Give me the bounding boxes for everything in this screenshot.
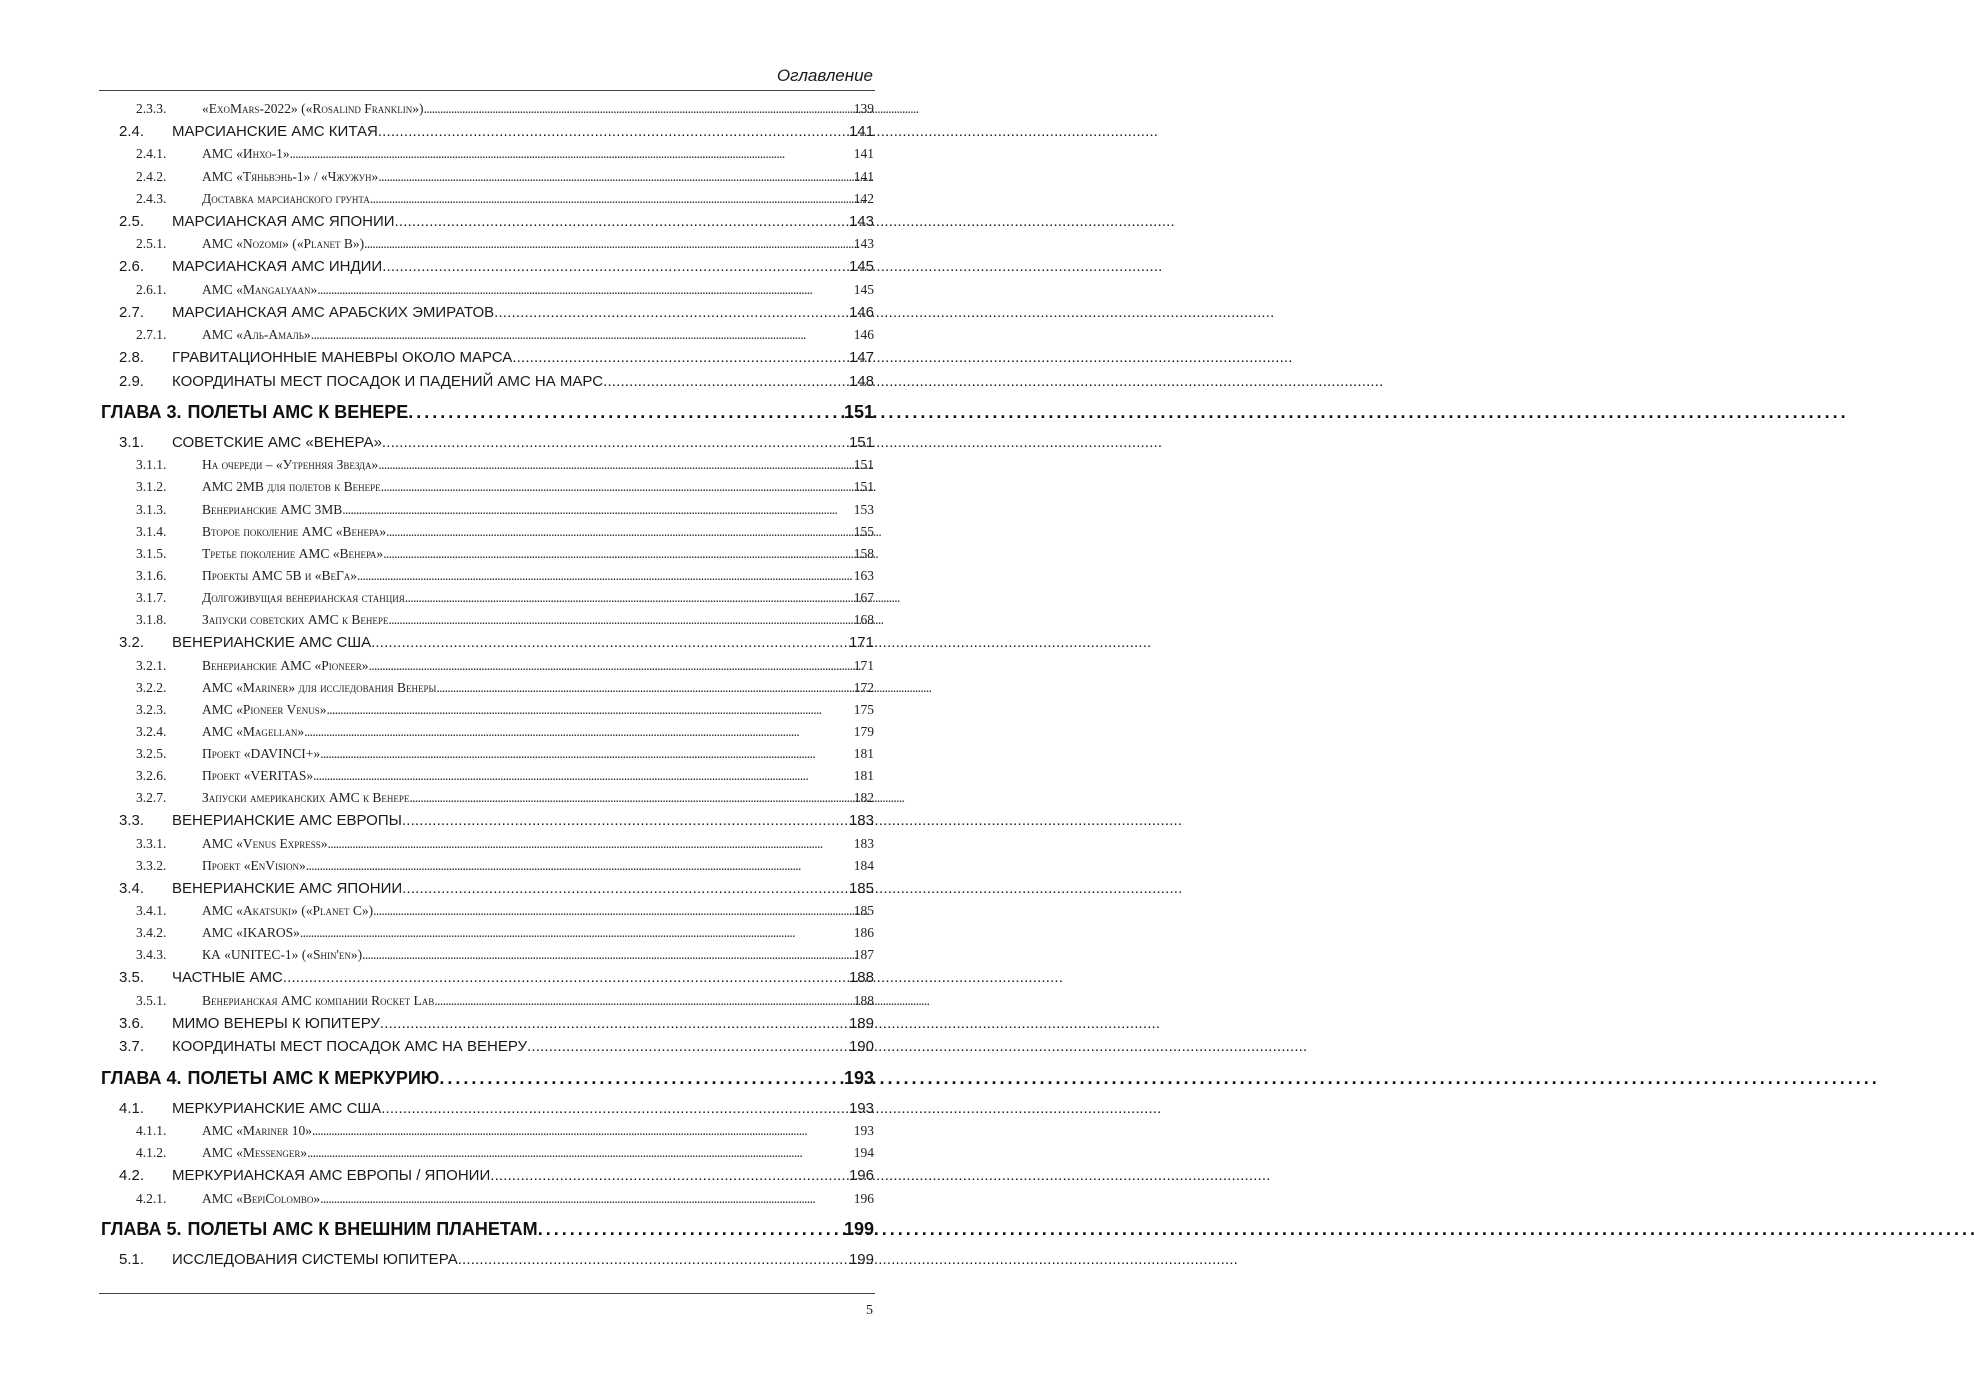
toc-entry-title: АМС «Venus Express»	[202, 835, 328, 851]
toc-dot-leader	[424, 98, 853, 120]
toc-entry-title: ГРАВИТАЦИОННЫЕ МАНЕВРЫ ОКОЛО МАРСА	[172, 349, 513, 367]
toc-entry-number: 3.2.	[119, 634, 145, 652]
toc-section[interactable]	[101, 255, 874, 278]
document-page	[0, 0, 975, 1388]
toc-subsection[interactable]	[101, 990, 874, 1012]
toc-subsection[interactable]	[101, 565, 874, 587]
toc-entry-title: ВЕНЕРИАНСКИЕ АМС ЕВРОПЫ	[172, 812, 402, 830]
toc-entry-number: 2.9.	[119, 372, 145, 390]
toc-subsection[interactable]	[101, 233, 874, 255]
toc-entry-number: 3.5.1.	[136, 992, 167, 1008]
toc-entry-title: АМС «Mariner» для исследования Венеры	[202, 679, 437, 695]
toc-entry-page: 184	[853, 857, 874, 873]
toc-dot-leader	[436, 677, 852, 699]
toc-entry-title: ПОЛЕТЫ АМС К ВЕНЕРЕ	[187, 402, 409, 422]
toc-section[interactable]	[101, 301, 874, 324]
toc-entry-page: 151	[853, 479, 874, 495]
toc-dot-leader	[381, 476, 853, 498]
toc-section[interactable]	[101, 631, 874, 654]
toc-entry-page: 181	[853, 745, 874, 761]
toc-dot-leader	[439, 1063, 843, 1094]
toc-entry-title: ВЕНЕРИАНСКИЕ АМС ЯПОНИИ	[172, 879, 403, 897]
toc-subsection[interactable]	[101, 677, 874, 699]
toc-entry-title: АМС «BepiColombo»	[202, 1190, 321, 1206]
toc-entry-title: АМС «Nozomi» («Planet B»)	[202, 236, 365, 252]
toc-entry-page: 193	[853, 1123, 874, 1139]
toc-entry-number: ГЛАВА 5.	[101, 1218, 182, 1239]
toc-subsection[interactable]	[101, 543, 874, 565]
toc-dot-leader	[317, 279, 853, 301]
toc-dot-leader	[320, 1188, 853, 1210]
toc-dot-leader	[370, 188, 853, 210]
toc-dot-leader	[369, 655, 853, 677]
toc-dot-leader	[603, 370, 848, 393]
toc-section[interactable]	[101, 120, 874, 143]
toc-entry-page: 151	[853, 457, 874, 473]
toc-subsection[interactable]	[101, 944, 874, 966]
toc-subsection[interactable]	[101, 166, 874, 188]
toc-entry-number: ГЛАВА 4.	[101, 1067, 182, 1088]
toc-subsection[interactable]	[101, 743, 874, 765]
toc-entry-number: 3.1.5.	[136, 545, 167, 561]
toc-subsection[interactable]	[101, 1120, 874, 1142]
toc-entry-title: Запуски американских АМС к Венере	[202, 790, 410, 806]
toc-subsection[interactable]	[101, 454, 874, 476]
toc-entry-number: 2.6.1.	[136, 281, 167, 297]
toc-subsection[interactable]	[101, 765, 874, 787]
toc-entry-page: 194	[853, 1145, 874, 1161]
toc-entry-number: 3.2.5.	[136, 745, 167, 761]
toc-entry-number: 3.1.	[119, 434, 145, 451]
toc-dot-leader	[382, 255, 848, 278]
toc-entry-title: МАРСИАНСКИЕ АМС КИТАЯ	[172, 123, 378, 141]
toc-entry-title: СОВЕТСКИЕ АМС «ВЕНЕРА»	[172, 434, 382, 451]
toc-entry-title: МАРСИАНСКАЯ АМС АРАБСКИХ ЭМИРАТОВ	[172, 303, 495, 321]
toc-entry-number: 4.1.	[119, 1099, 145, 1117]
toc-entry-page: 175	[853, 701, 874, 717]
toc-entry-page: 143	[853, 236, 874, 252]
toc-entry-title: АМС 2МВ для полетов к Венере	[202, 479, 381, 495]
toc-entry-number: 2.5.1.	[136, 236, 167, 252]
toc-entry-number: 2.7.	[119, 303, 145, 321]
toc-entry-page: 181	[853, 768, 874, 783]
toc-subsection[interactable]	[101, 855, 874, 877]
toc-entry-page: 171	[853, 657, 874, 673]
toc-entry-page: 151	[843, 402, 874, 422]
toc-entry-number: 2.4.	[119, 123, 145, 141]
toc-entry-page: 141	[853, 168, 874, 184]
toc-section[interactable]	[101, 1248, 874, 1271]
toc-section[interactable]	[101, 1097, 874, 1120]
toc-entry-page: 171	[848, 634, 874, 652]
toc-entry-number: 2.4.3.	[136, 190, 167, 206]
toc-entry-page: 172	[853, 679, 874, 695]
toc-entry-number: 3.2.2.	[136, 679, 167, 695]
toc-entry-number: 4.2.	[119, 1167, 145, 1185]
toc-section[interactable]	[101, 431, 874, 454]
toc-entry-number: 3.1.3.	[136, 501, 167, 517]
toc-entry-number: 4.1.2.	[136, 1145, 167, 1161]
toc-subsection[interactable]	[101, 499, 874, 521]
toc-section[interactable]	[101, 1012, 874, 1035]
toc-entry-number: 2.4.2.	[136, 168, 167, 184]
toc-dot-leader	[306, 855, 853, 877]
toc-entry-number: 3.1.8.	[136, 612, 167, 628]
toc-dot-leader	[313, 765, 853, 787]
toc-dot-leader	[458, 1248, 848, 1271]
toc-entry-page: 189	[848, 1014, 874, 1032]
toc-entry-page: 199	[843, 1218, 874, 1239]
toc-entry-page: 193	[848, 1099, 874, 1117]
toc-entry-title: АМС «Инхо-1»	[202, 146, 290, 162]
footer-rule	[99, 1293, 875, 1294]
toc-entry-number: ГЛАВА 3.	[101, 402, 182, 422]
toc-entry-number: 2.3.3.	[136, 101, 167, 116]
toc-subsection[interactable]	[101, 143, 874, 165]
toc-entry-page: 185	[853, 903, 874, 919]
toc-entry-page: 158	[853, 545, 874, 561]
toc-chapter[interactable]	[101, 1214, 874, 1245]
toc-entry-page: 182	[853, 790, 874, 806]
toc-entry-title: АМС «Mariner 10»	[202, 1123, 313, 1139]
toc-entry-title: ПОЛЕТЫ АМС К МЕРКУРИЮ	[187, 1067, 440, 1088]
toc-dot-leader	[283, 966, 848, 989]
table-of-contents	[101, 98, 874, 1271]
toc-subsection[interactable]	[101, 476, 874, 498]
toc-section[interactable]	[101, 877, 874, 900]
toc-entry-number: 5.1.	[119, 1250, 145, 1268]
toc-entry-title: Проект «VERITAS»	[202, 768, 314, 783]
toc-dot-leader	[386, 521, 853, 543]
toc-entry-title: ИССЛЕДОВАНИЯ СИСТЕМЫ ЮПИТЕРА	[172, 1250, 458, 1268]
toc-entry-page: 141	[848, 123, 874, 141]
toc-entry-page: 145	[848, 258, 874, 276]
toc-entry-number: 3.2.3.	[136, 701, 167, 717]
running-header: Оглавление	[776, 66, 873, 85]
toc-subsection[interactable]	[101, 587, 874, 609]
toc-entry-number: 3.7.	[119, 1038, 145, 1056]
toc-dot-leader	[380, 1012, 848, 1035]
toc-entry-title: Проекты АМС 5В и «ВеГа»	[202, 567, 358, 583]
toc-entry-title: Третье поколение АМС «Венера»	[202, 545, 384, 561]
toc-dot-leader	[327, 699, 853, 721]
toc-dot-leader	[538, 1214, 843, 1245]
toc-section[interactable]	[101, 1164, 874, 1187]
toc-subsection[interactable]	[101, 922, 874, 944]
toc-entry-number: 4.1.1.	[136, 1123, 167, 1139]
toc-entry-number: 3.1.4.	[136, 523, 167, 539]
toc-entry-title: Венерианская АМС компании Rocket Lab	[202, 992, 435, 1008]
toc-entry-page: 167	[853, 589, 874, 605]
toc-entry-number: 3.4.2.	[136, 925, 167, 941]
toc-entry-number: 3.1.6.	[136, 567, 167, 583]
toc-entry-title: АМС «Messenger»	[202, 1145, 308, 1161]
toc-entry-page: 153	[853, 501, 874, 517]
toc-entry-title: АМС «Pioneer Venus»	[202, 701, 327, 717]
toc-entry-title: Венерианские АМС 3МВ	[202, 501, 343, 517]
toc-entry-page: 139	[853, 101, 874, 116]
toc-subsection[interactable]	[101, 188, 874, 210]
toc-subsection[interactable]	[101, 787, 874, 809]
toc-entry-title: КООРДИНАТЫ МЕСТ ПОСАДОК И ПАДЕНИЙ АМС НА МАРС	[172, 372, 604, 390]
toc-entry-title: АМС «Magellan»	[202, 723, 305, 739]
toc-entry-number: 3.4.3.	[136, 947, 167, 963]
toc-entry-page: 183	[853, 835, 874, 851]
toc-section[interactable]	[101, 966, 874, 989]
toc-entry-title: Запуски советских АМС к Венере	[202, 612, 389, 628]
toc-entry-number: 2.4.1.	[136, 146, 167, 162]
toc-entry-number: 2.5.	[119, 212, 145, 230]
toc-entry-title: МАРСИАНСКАЯ АМС ЯПОНИИ	[172, 212, 395, 230]
toc-entry-number: 3.6.	[119, 1014, 145, 1032]
toc-dot-leader	[527, 1035, 848, 1058]
toc-entry-number: 4.2.1.	[136, 1190, 167, 1206]
toc-entry-page: 196	[853, 1190, 874, 1206]
toc-dot-leader	[388, 609, 852, 631]
toc-section[interactable]	[101, 210, 874, 233]
toc-subsection[interactable]	[101, 699, 874, 721]
toc-entry-title: ПОЛЕТЫ АМС К ВНЕШНИМ ПЛАНЕТАМ	[187, 1218, 538, 1239]
toc-dot-leader	[494, 301, 848, 324]
toc-dot-leader	[383, 543, 853, 565]
toc-entry-title: АМС «Mangalyaan»	[202, 281, 318, 297]
toc-chapter[interactable]	[101, 397, 874, 428]
toc-subsection[interactable]	[101, 279, 874, 301]
toc-entry-title: МИМО ВЕНЕРЫ К ЮПИТЕРУ	[172, 1014, 380, 1032]
toc-entry-title: АМС «Akatsuki» («Planet C»)	[202, 903, 374, 919]
toc-entry-number: 3.3.1.	[136, 835, 167, 851]
toc-dot-leader	[342, 499, 852, 521]
toc-entry-page: 146	[848, 303, 874, 321]
toc-entry-title: МЕРКУРИАНСКИЕ АМС США	[172, 1099, 382, 1117]
toc-entry-number: 3.3.2.	[136, 857, 167, 873]
toc-subsection[interactable]	[101, 98, 874, 120]
toc-entry-page: 185	[848, 879, 874, 897]
toc-section[interactable]	[101, 1035, 874, 1058]
toc-section[interactable]	[101, 809, 874, 832]
toc-entry-title: Венерианские АМС «Pioneer»	[202, 657, 369, 673]
toc-dot-leader	[311, 324, 853, 346]
toc-dot-leader	[290, 143, 853, 165]
toc-dot-leader	[378, 120, 848, 143]
toc-dot-leader	[434, 990, 852, 1012]
toc-dot-leader	[382, 431, 848, 454]
toc-dot-leader	[395, 210, 848, 233]
toc-entry-page: 163	[853, 567, 874, 583]
toc-entry-number: 3.1.7.	[136, 589, 167, 605]
toc-entry-title: На очереди – «Утренняя Звезда»	[202, 457, 379, 473]
toc-entry-page: 151	[848, 434, 874, 451]
toc-entry-title: АМС «IKAROS»	[202, 925, 300, 941]
toc-dot-leader	[490, 1164, 848, 1187]
toc-entry-number: 2.6.	[119, 258, 145, 276]
toc-dot-leader	[408, 397, 843, 428]
toc-section[interactable]	[101, 346, 874, 369]
toc-entry-page: 188	[848, 969, 874, 987]
header-rule	[99, 90, 875, 91]
toc-entry-title: МАРСИАНСКАЯ АМС ИНДИИ	[172, 258, 383, 276]
toc-chapter[interactable]	[101, 1063, 874, 1094]
toc-subsection[interactable]	[101, 324, 874, 346]
toc-entry-page: 193	[843, 1067, 874, 1088]
toc-entry-page: 155	[853, 523, 874, 539]
toc-dot-leader	[307, 1142, 853, 1164]
toc-entry-page: 142	[853, 190, 874, 206]
toc-entry-number: 3.3.	[119, 812, 145, 830]
toc-dot-leader	[378, 166, 852, 188]
toc-subsection[interactable]	[101, 521, 874, 543]
toc-entry-page: 168	[853, 612, 874, 628]
toc-dot-leader	[304, 721, 853, 743]
toc-entry-title: ВЕНЕРИАНСКИЕ АМС США	[172, 634, 372, 652]
toc-entry-title: МЕРКУРИАНСКАЯ АМС ЕВРОПЫ / ЯПОНИИ	[172, 1167, 491, 1185]
toc-entry-number: 3.4.	[119, 879, 145, 897]
toc-entry-page: 179	[853, 723, 874, 739]
toc-dot-leader	[300, 922, 853, 944]
toc-entry-title: КА «UNITEC-1» («Shin'en»)	[202, 947, 363, 963]
toc-entry-page: 146	[853, 327, 874, 343]
toc-entry-title: АМС «Тяньвэнь-1» / «Чжужун»	[202, 168, 379, 184]
toc-dot-leader	[402, 877, 848, 900]
page-number: 5	[866, 1303, 873, 1318]
toc-dot-leader	[402, 809, 848, 832]
toc-subsection[interactable]	[101, 609, 874, 631]
toc-dot-leader	[512, 346, 848, 369]
toc-dot-leader	[328, 833, 853, 855]
toc-entry-page: 196	[848, 1167, 874, 1185]
toc-dot-leader	[371, 631, 848, 654]
toc-entry-number: 3.4.1.	[136, 903, 167, 919]
toc-subsection[interactable]	[101, 1188, 874, 1210]
toc-entry-number: 3.5.	[119, 969, 145, 987]
toc-entry-page: 148	[848, 372, 874, 390]
toc-dot-leader	[381, 1097, 848, 1120]
toc-subsection[interactable]	[101, 1142, 874, 1164]
toc-dot-leader	[373, 900, 853, 922]
toc-entry-number: 3.2.7.	[136, 790, 167, 806]
toc-entry-number: 3.2.6.	[136, 768, 167, 783]
toc-entry-number: 2.7.1.	[136, 327, 167, 343]
toc-entry-number: 3.2.4.	[136, 723, 167, 739]
toc-dot-leader	[320, 743, 853, 765]
toc-subsection[interactable]	[101, 721, 874, 743]
toc-dot-leader	[405, 587, 853, 609]
toc-entry-number: 3.1.2.	[136, 479, 167, 495]
toc-entry-title: Второе поколение АМС «Венера»	[202, 523, 387, 539]
toc-entry-title: Проект «DAVINCI+»	[202, 745, 321, 761]
toc-section[interactable]	[101, 370, 874, 393]
toc-dot-leader	[378, 454, 852, 476]
toc-entry-title: Долгоживущая венерианская станция	[202, 589, 405, 605]
toc-entry-title: Доставка марсианского грунта	[202, 190, 370, 206]
toc-entry-title: ЧАСТНЫЕ АМС	[172, 969, 283, 987]
toc-entry-page: 147	[848, 349, 874, 367]
toc-subsection[interactable]	[101, 655, 874, 677]
toc-dot-leader	[364, 233, 853, 255]
toc-entry-page: 190	[848, 1038, 874, 1056]
toc-subsection[interactable]	[101, 833, 874, 855]
toc-entry-page: 186	[853, 925, 874, 941]
toc-entry-page: 199	[848, 1250, 874, 1268]
toc-entry-page: 145	[853, 281, 874, 297]
toc-entry-page: 141	[853, 146, 874, 162]
toc-dot-leader	[312, 1120, 853, 1142]
toc-entry-page: 188	[853, 992, 874, 1008]
toc-dot-leader	[357, 565, 853, 587]
toc-entry-number: 2.8.	[119, 349, 145, 367]
toc-subsection[interactable]	[101, 900, 874, 922]
toc-entry-title: «ExoMars-2022» («Rosalind Franklin»)	[202, 101, 424, 116]
toc-entry-page: 183	[848, 812, 874, 830]
toc-entry-number: 3.1.1.	[136, 457, 167, 473]
toc-entry-number: 3.2.1.	[136, 657, 167, 673]
toc-entry-page: 187	[853, 947, 874, 963]
toc-entry-title: АМС «Аль-Амаль»	[202, 327, 311, 343]
toc-entry-title: Проект «EnVision»	[202, 857, 306, 873]
toc-entry-page: 143	[848, 212, 874, 230]
toc-entry-title: КООРДИНАТЫ МЕСТ ПОСАДОК АМС НА ВЕНЕРУ	[172, 1038, 528, 1056]
toc-dot-leader	[362, 944, 853, 966]
toc-dot-leader	[409, 787, 852, 809]
